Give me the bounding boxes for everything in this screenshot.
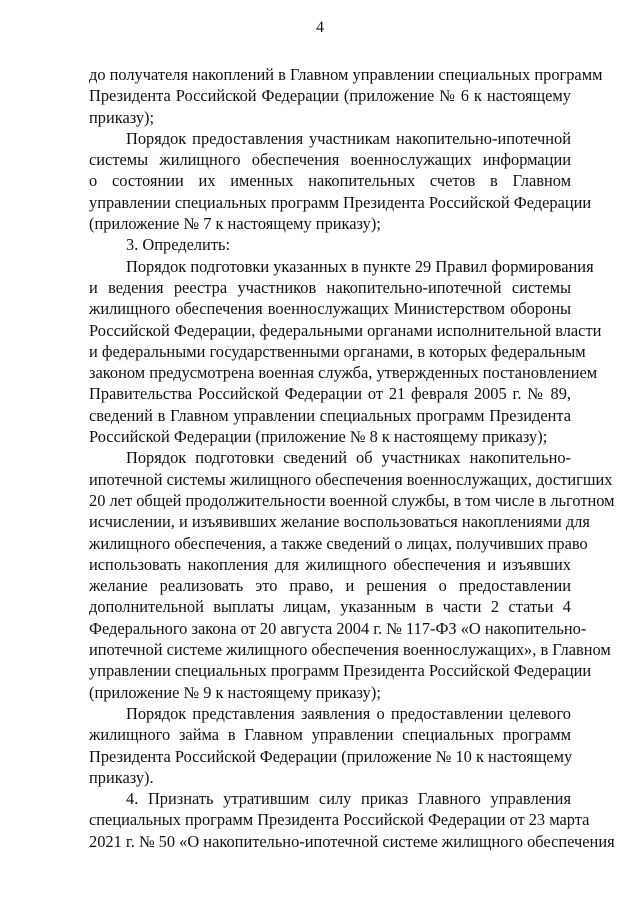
text-line: специальных программ Президента Российской Федерации от 23 марта [89,810,590,830]
text-line: о состоянии их именных накопительных счетов в Главном [89,171,571,191]
text-line: управлении специальных программ Президента Российской Федерации [89,661,592,681]
paragraph-item-4-repeal [89,788,615,852]
text-line: (приложение № 7 к настоящему приказу); [89,214,381,234]
text-line: жилищного займа в Главном управлении специальных программ [89,725,571,745]
text-line: приказу). [89,767,154,787]
paragraph-loan-application [89,703,571,788]
text-line: жилищного обеспечения военнослужащих Министерством обороны [89,299,571,319]
text-line: и федеральными государственными органами, в которых федеральным [89,341,586,361]
text-line: ипотечной системе жилищного обеспечения военнослужащих», в Главном [89,640,611,660]
text-line: использовать накопления для жилищного обеспечения и изъявших [89,554,571,574]
paragraph-register-procedure [89,256,602,448]
text-line: до получателя накоплений в Главном управлении специальных программ [89,65,603,84]
text-line: управлении специальных программ Президента Российской Федерации [89,192,592,212]
text-line: Порядок предоставления участникам накопительно-ипотечной [126,128,571,148]
paragraph-info-procedure [89,128,592,234]
paragraph-item-3-heading [89,234,571,255]
text-line: приказу); [89,107,155,127]
text-line: системы жилищного обеспечения военнослужащих информации [89,150,571,170]
text-line: жилищного обеспечения, а также сведений о лицах, получивших право [89,533,588,553]
text-line: дополнительной выплаты лицам, указанным в части 2 статьи 4 [89,597,571,617]
text-line: Порядок представления заявления о предоставлении целевого [126,703,571,723]
text-line: 3. Определить: [126,235,231,255]
text-line: 2021 г. № 50 «О накопительно-ипотечной системе жилищного обеспечения [89,831,615,851]
text-line: Правительства Российской Федерации от 21 февраля 2005 г. № 89, [89,384,571,404]
text-line: 20 лет общей продолжительности военной службы, в том числе в льготном [89,490,615,510]
text-line: ипотечной системы жилищного обеспечения военнослужащих, достигших [89,469,613,489]
document-body [89,64,615,852]
text-line: сведений в Главном управлении специальных программ Президента [89,405,571,425]
text-line: и ведения реестра участников накопительно-ипотечной системы [89,277,571,297]
paragraph-recipient [89,64,603,128]
text-line: (приложение № 9 к настоящему приказу); [89,682,381,702]
text-line: Российской Федерации (приложение № 8 к настоящему приказу); [89,427,548,447]
text-line: Президента Российской Федерации (приложение № 10 к настоящему [89,746,573,766]
page-number: 4 [316,19,324,36]
text-line: 4. Признать утратившим силу приказ Главного управления [126,789,571,809]
text-line: законом предусмотрена военная служба, утвержденных постановлением [89,363,598,383]
text-line: желание реализовать это право, и решения о предоставлении [89,576,571,596]
text-line: Федерального закона от 20 августа 2004 г. № 117-ФЗ «О накопительно- [89,618,587,638]
text-line: Президента Российской Федерации (приложение № 6 к настоящему [89,86,571,106]
paragraph-participants-procedure [89,447,615,703]
text-line: Порядок подготовки сведений об участниках накопительно- [126,448,571,468]
text-line: Порядок подготовки указанных в пункте 29 Правил формирования [126,256,594,276]
text-line: Российской Федерации, федеральными органами исполнительной власти [89,320,602,340]
text-line: исчислении, и изъявивших желание воспользоваться накоплениями для [89,512,590,532]
